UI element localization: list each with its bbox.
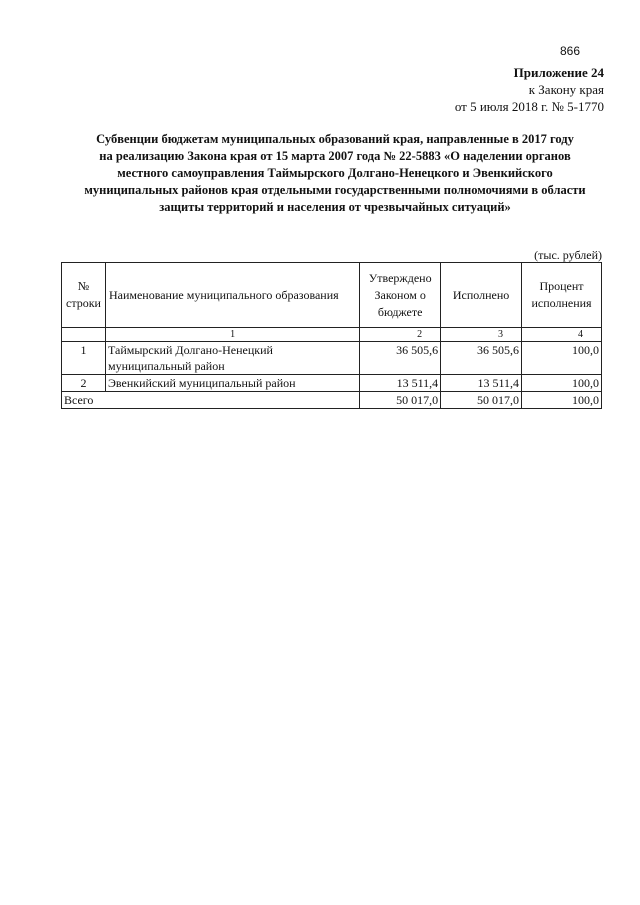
- appendix-block: [455, 64, 604, 115]
- municipality-name-line: муниципальный район: [107, 359, 225, 373]
- total-percent: 100,0: [522, 392, 602, 409]
- table-row: [62, 375, 602, 392]
- header-text: Утверждено: [368, 270, 432, 285]
- column-number: 3: [441, 328, 522, 342]
- appendix-law-reference: к Закону края: [528, 82, 604, 97]
- document-title: [40, 131, 630, 216]
- header-percent: [522, 263, 602, 328]
- header-row-number: [62, 263, 106, 328]
- appendix-label: Приложение 24: [513, 65, 604, 80]
- title-line: Субвенции бюджетам муниципальных образований края, направленные в 2017 году: [96, 132, 574, 146]
- row-number: 1: [62, 342, 106, 375]
- header-municipality-name: Наименование муниципального образования: [105, 263, 359, 328]
- table-row: [62, 342, 602, 375]
- column-number: 4: [522, 328, 602, 342]
- executed-value: 13 511,4: [441, 375, 522, 392]
- column-number-row: [62, 328, 602, 342]
- header-text: бюджете: [377, 304, 423, 319]
- header-text: №: [77, 279, 90, 293]
- title-line: местного самоуправления Таймырского Долгано-Ненецкого и Эвенкийского: [117, 166, 553, 180]
- percent-value: 100,0: [522, 342, 602, 375]
- column-number-empty: [62, 328, 106, 342]
- total-approved: 50 017,0: [360, 392, 441, 409]
- header-executed: Исполнено: [441, 263, 522, 328]
- header-text: строки: [66, 296, 101, 310]
- municipality-name: Эвенкийский муниципальный район: [105, 375, 359, 392]
- subventions-table: [61, 262, 602, 409]
- approved-value: 36 505,6: [360, 342, 441, 375]
- appendix-law-date: от 5 июля 2018 г. № 5-1770: [454, 99, 604, 114]
- title-line: защиты территорий и населения от чрезвычайных ситуаций»: [159, 200, 511, 214]
- row-number: 2: [62, 375, 106, 392]
- header-approved: [360, 263, 441, 328]
- units-label: (тыс. рублей): [534, 248, 602, 262]
- total-label: Всего: [62, 392, 360, 409]
- municipality-name: [105, 342, 359, 375]
- header-text: исполнения: [531, 296, 592, 310]
- page-number: 866: [560, 44, 581, 58]
- column-number: 2: [360, 328, 441, 342]
- header-text: Процент: [539, 279, 584, 293]
- total-row: [62, 392, 602, 409]
- percent-value: 100,0: [522, 375, 602, 392]
- table-header-row: [62, 263, 602, 328]
- title-line: на реализацию Закона края от 15 марта 2007 года № 22-5883 «О наделении органов: [99, 149, 571, 163]
- executed-value: 36 505,6: [441, 342, 522, 375]
- municipality-name-line: Таймырский Долгано-Ненецкий: [107, 343, 273, 357]
- total-executed: 50 017,0: [441, 392, 522, 409]
- approved-value: 13 511,4: [360, 375, 441, 392]
- header-text: Законом о: [374, 287, 426, 302]
- column-number: 1: [105, 328, 359, 342]
- title-line: муниципальных районов края отдельными государственными полномочиями в области: [84, 183, 586, 197]
